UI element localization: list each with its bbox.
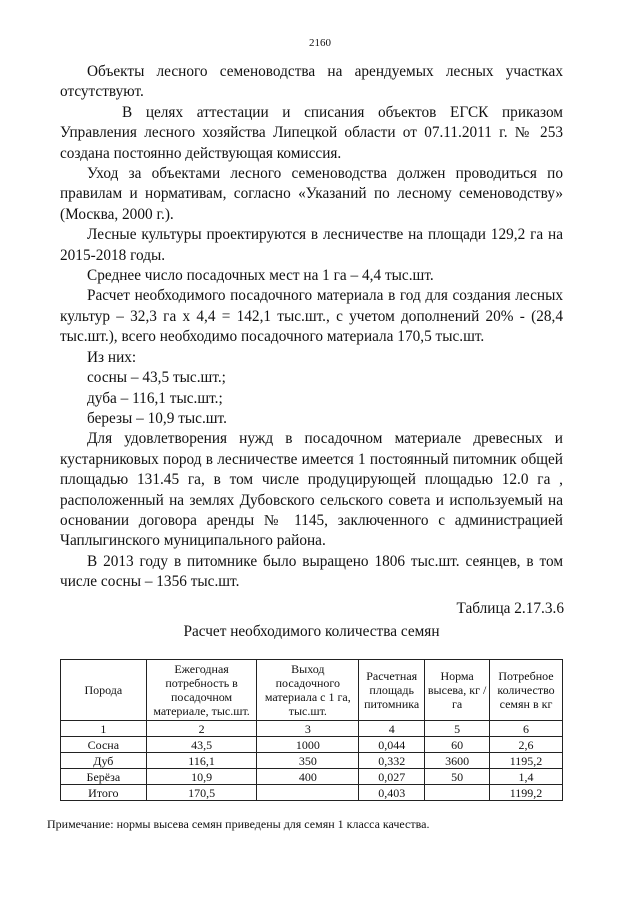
table-cell: 1000 xyxy=(257,737,359,753)
table-cell: 10,9 xyxy=(146,769,257,785)
table-cell: 0,044 xyxy=(359,737,425,753)
header-cell: Порода xyxy=(61,660,147,721)
table-cell: 0,027 xyxy=(359,769,425,785)
paragraph: Для удовлетворения нужд в посадочном материале древесных и кустарниковых пород в лесничестве имеется 1 постоянный питомник общей площадью 131.45 га, в том числе продуцирующей площадью 12.0 га , расположенный на землях Дубовского сельского совета и используемый на основании договора аренды № 1145, заключенного с администрацией Чаплыгинского муниципального района. xyxy=(60,430,563,550)
seed-table xyxy=(60,659,563,801)
table-cell: 116,1 xyxy=(146,753,257,769)
column-number: 4 xyxy=(359,721,425,737)
table-cell: 170,5 xyxy=(146,785,257,801)
header-cell: Потребное количество семян в кг xyxy=(490,660,563,721)
table-cell: 0,332 xyxy=(359,753,425,769)
list-item: дуба – 116,1 тыс.шт.; xyxy=(87,389,223,407)
table-cell: 60 xyxy=(425,737,490,753)
table-header-row xyxy=(61,660,563,721)
table-cell: 1199,2 xyxy=(490,785,563,801)
table-total-row xyxy=(61,785,563,801)
table-cell: 1195,2 xyxy=(490,753,563,769)
table-cell: 2,6 xyxy=(490,737,563,753)
column-number: 6 xyxy=(490,721,563,737)
paragraph: Из них: xyxy=(87,348,137,366)
table-cell xyxy=(257,785,359,801)
table-cell: 3600 xyxy=(425,753,490,769)
table-cell: 0,403 xyxy=(359,785,425,801)
page-number: 2160 xyxy=(309,37,331,49)
column-number: 3 xyxy=(257,721,359,737)
column-number: 5 xyxy=(425,721,490,737)
table-cell: Дуб xyxy=(61,753,147,769)
table-row xyxy=(61,769,563,785)
table-cell: Итого xyxy=(61,785,147,801)
list-item: сосны – 43,5 тыс.шт.; xyxy=(87,369,226,387)
table-cell: 1,4 xyxy=(490,769,563,785)
header-cell: Расчетная площадь питомника xyxy=(359,660,425,721)
table-label: Таблица 2.17.3.6 xyxy=(456,600,564,617)
table-note: Примечание: нормы высева семян приведены для семян 1 класса качества. xyxy=(47,817,430,831)
table-row xyxy=(61,737,563,753)
header-cell: Норма высева, кг / га xyxy=(425,660,490,721)
body-text xyxy=(60,62,563,593)
table-cell: Сосна xyxy=(61,737,147,753)
column-number-row xyxy=(61,721,563,737)
table-cell: 50 xyxy=(425,769,490,785)
list-item: березы – 10,9 тыс.шт. xyxy=(87,409,227,427)
paragraph: Уход за объектами лесного семеноводства должен проводиться по правилам и нормативам, согласно «Указаний по лесному семеноводству» (Москва, 2000 г.). xyxy=(60,165,563,223)
table-row xyxy=(61,753,563,769)
paragraph: В целях аттестации и списания объектов ЕГСК приказом Управления лесного хозяйства Липецкой области от 07.11.2011 г. № 253 создана постоянно действующая комиссия. xyxy=(60,103,563,162)
header-cell: Ежегодная потребность в посадочном материале, тыс.шт. xyxy=(146,660,257,721)
table-cell: 400 xyxy=(257,769,359,785)
column-number: 2 xyxy=(146,721,257,737)
paragraph: В 2013 году в питомнике было выращено 1806 тыс.шт. сеянцев, в том числе сосны – 1356 тыс.шт. xyxy=(60,552,563,591)
paragraph: Объекты лесного семеноводства на арендуемых лесных участках отсутствуют. xyxy=(60,63,563,101)
table-cell: Берёза xyxy=(61,769,147,785)
paragraph: Среднее число посадочных мест на 1 га – 4,4 тыс.шт. xyxy=(87,267,434,285)
table-title: Расчет необходимого количества семян xyxy=(183,623,440,640)
column-number: 1 xyxy=(61,721,147,737)
table-cell: 350 xyxy=(257,753,359,769)
header-cell: Выход посадочного материала с 1 га, тыс.шт. xyxy=(257,660,359,721)
table-cell: 43,5 xyxy=(146,737,257,753)
paragraph: Расчет необходимого посадочного материала в год для создания лесных культур – 32,3 га x 4,4 = 142,1 тыс.шт., с учетом дополнений 20% - (28,4 тыс.шт.), всего необходимо посадочного материала 170,5 тыс.шт. xyxy=(60,287,563,346)
table-cell xyxy=(425,785,490,801)
paragraph: Лесные культуры проектируются в лесничестве на площади 129,2 га на 2015-2018 годы. xyxy=(60,226,563,264)
